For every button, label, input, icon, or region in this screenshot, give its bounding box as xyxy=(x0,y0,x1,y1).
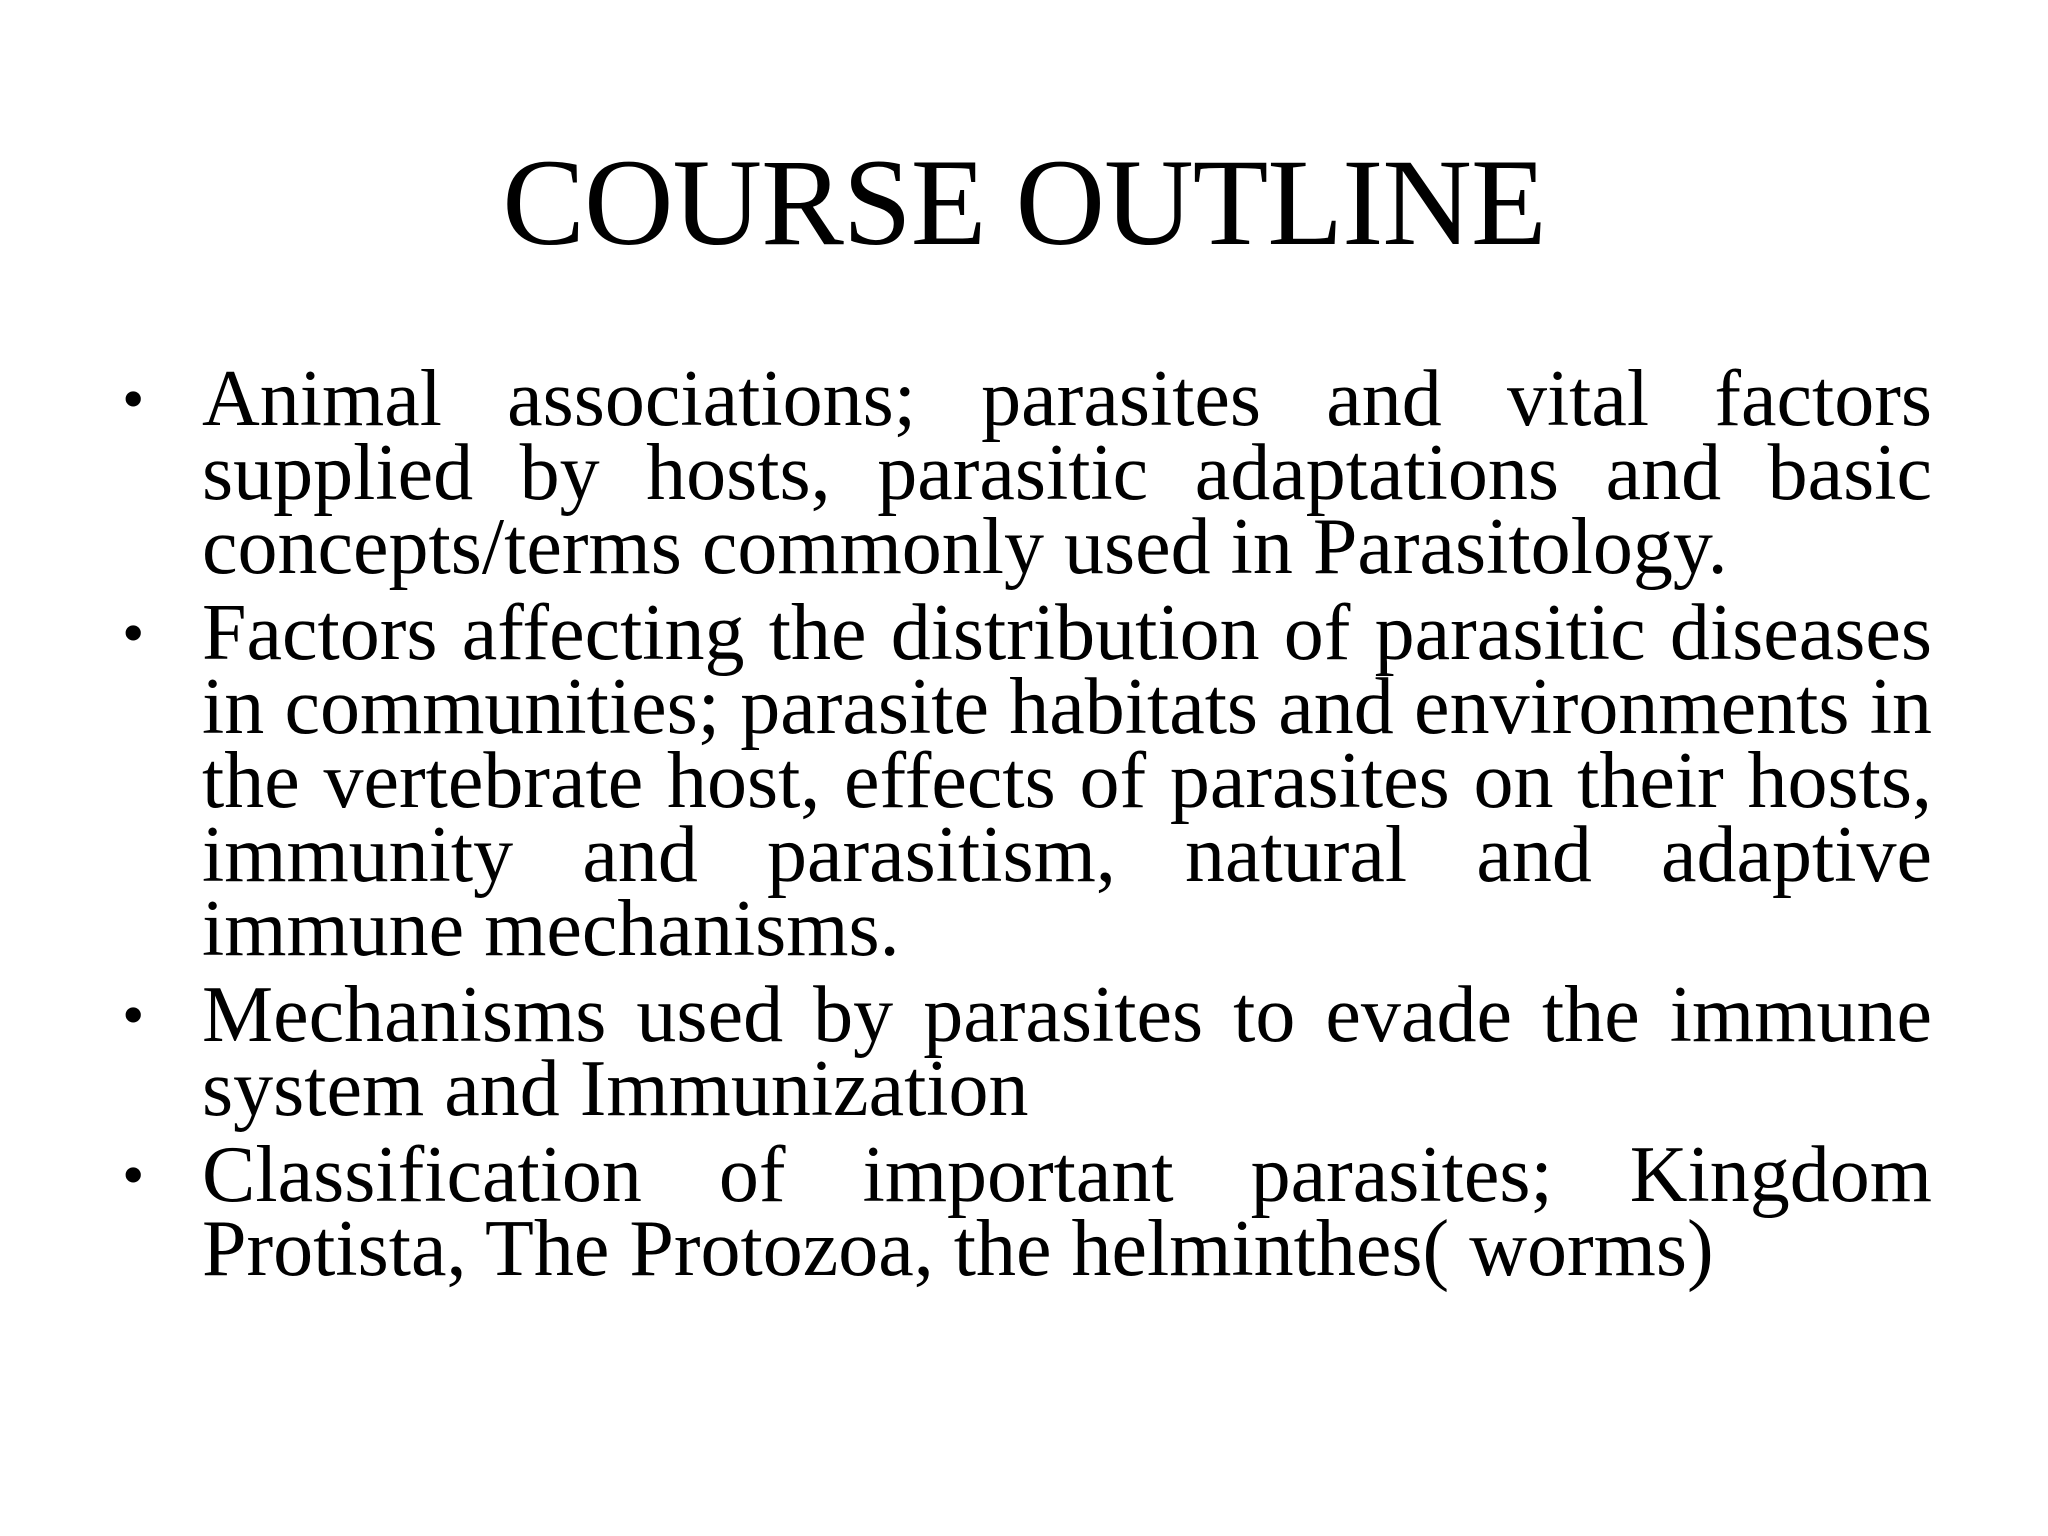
bullet-icon: • xyxy=(122,1139,145,1210)
bullet-item xyxy=(122,589,1932,973)
bullet-item xyxy=(122,355,1932,591)
bullet-icon: • xyxy=(122,363,145,434)
bullet-icon: • xyxy=(122,597,145,668)
bullet-text: Factors affecting the distribution of parasitic diseases in communities; parasite habitats and environments in the vertebrate host, effects of parasites on their hosts, immunity and parasitism, natural and adaptive immune mechanisms. xyxy=(202,589,1932,973)
bullet-text: Mechanisms used by parasites to evade the immune system and Immunization xyxy=(202,971,1932,1133)
bullet-list xyxy=(122,355,1932,1298)
bullet-text: Animal associations; parasites and vital factors supplied by hosts, parasitic adaptations and basic concepts/terms commonly used in Parasitology. xyxy=(202,355,1932,591)
bullet-text: Classification of important parasites; Kingdom Protista, The Protozoa, the helminthes( worms) xyxy=(202,1131,1932,1293)
bullet-item xyxy=(122,1131,1932,1293)
bullet-icon: • xyxy=(122,979,145,1050)
slide-title: COURSE OUTLINE xyxy=(502,134,1546,271)
bullet-item xyxy=(122,971,1932,1133)
